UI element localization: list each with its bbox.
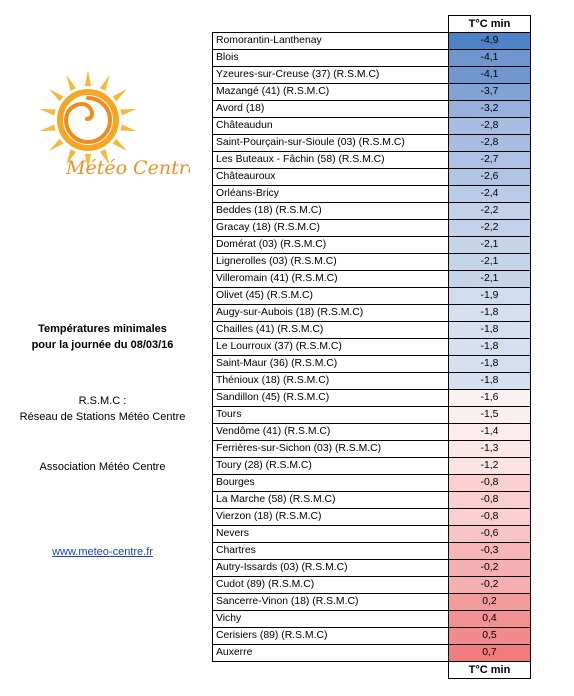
table-row: [213, 339, 531, 356]
meteo-centre-logo: [10, 62, 190, 192]
table-row: [213, 492, 531, 509]
table-footer-row: [213, 662, 531, 679]
table-row: [213, 509, 531, 526]
sun-ray: [113, 89, 128, 101]
station-name: Gracay (18) (R.S.M.C): [213, 220, 449, 237]
station-name: Avord (18): [213, 101, 449, 118]
table-row: [213, 611, 531, 628]
table-row: [213, 220, 531, 237]
report-title: [0, 321, 205, 353]
sun-ray: [85, 70, 91, 86]
station-name: Cudot (89) (R.S.M.C): [213, 577, 449, 594]
table-row: [213, 526, 531, 543]
table-row: [213, 373, 531, 390]
station-name: Toury (28) (R.S.M.C): [213, 458, 449, 475]
table-row: [213, 271, 531, 288]
station-name: Augy-sur-Aubois (18) (R.S.M.C): [213, 305, 449, 322]
min-temperature: -0,8: [449, 475, 531, 492]
station-name: Beddes (18) (R.S.M.C): [213, 203, 449, 220]
station-name: Saint-Maur (36) (R.S.M.C): [213, 356, 449, 373]
min-temperature: -1,8: [449, 339, 531, 356]
min-temperature: -2,2: [449, 203, 531, 220]
station-name: Lignerolles (03) (R.S.M.C): [213, 254, 449, 271]
table-row: [213, 543, 531, 560]
column-footer-tmin: T°C min: [449, 662, 531, 679]
min-temperature: -1,3: [449, 441, 531, 458]
table-row: [213, 169, 531, 186]
sun-ray: [49, 89, 64, 101]
min-temperature: -2,1: [449, 271, 531, 288]
table-row: [213, 322, 531, 339]
min-temperature: -1,8: [449, 356, 531, 373]
station-name: Sandillon (45) (R.S.M.C): [213, 390, 449, 407]
table-row: [213, 50, 531, 67]
table-row: [213, 33, 531, 50]
station-name: Orléans-Bricy: [213, 186, 449, 203]
table-row: [213, 186, 531, 203]
table-row: [213, 628, 531, 645]
station-name: Vendôme (41) (R.S.M.C): [213, 424, 449, 441]
table-row: [213, 135, 531, 152]
svg-text:Météo Centre: Météo Centre: [66, 157, 190, 179]
table-row: [213, 560, 531, 577]
station-name: Vierzon (18) (R.S.M.C): [213, 509, 449, 526]
min-temperature: -0,8: [449, 509, 531, 526]
min-temperature: -1,6: [449, 390, 531, 407]
sun-ray: [49, 139, 64, 151]
temperature-table: [212, 15, 531, 679]
rsmc-description: [0, 393, 205, 425]
min-temperature: -1,2: [449, 458, 531, 475]
title-line-1: Températures minimales: [38, 323, 167, 335]
table-row: [213, 288, 531, 305]
min-temperature: -4,1: [449, 50, 531, 67]
footer-blank-cell: [213, 662, 449, 679]
table-row: [213, 458, 531, 475]
min-temperature: -1,8: [449, 305, 531, 322]
min-temperature: -1,9: [449, 288, 531, 305]
table-row: [213, 390, 531, 407]
station-name: Thénioux (18) (R.S.M.C): [213, 373, 449, 390]
min-temperature: -1,8: [449, 373, 531, 390]
station-name: Yzeures-sur-Creuse (37) (R.S.M.C): [213, 67, 449, 84]
table-row: [213, 645, 531, 662]
min-temperature: 0,5: [449, 628, 531, 645]
table-row: [213, 118, 531, 135]
sun-ray: [100, 75, 110, 91]
min-temperature: 0,4: [449, 611, 531, 628]
table-row: [213, 237, 531, 254]
table-row: [213, 152, 531, 169]
station-name: Autry-Issards (03) (R.S.M.C): [213, 560, 449, 577]
min-temperature: -0,2: [449, 560, 531, 577]
min-temperature: 0,7: [449, 645, 531, 662]
sun-ray: [120, 125, 136, 132]
sun-logo-icon: [10, 62, 190, 192]
min-temperature: -4,1: [449, 67, 531, 84]
station-name: Domérat (03) (R.S.M.C): [213, 237, 449, 254]
min-temperature: 0,2: [449, 594, 531, 611]
rsmc-label: R.S.M.C :: [78, 395, 127, 407]
station-name: Châteaudun: [213, 118, 449, 135]
station-name: Olivet (45) (R.S.M.C): [213, 288, 449, 305]
station-name: Auxerre: [213, 645, 449, 662]
station-name: Villeromain (41) (R.S.M.C): [213, 271, 449, 288]
station-name: Le Lourroux (37) (R.S.M.C): [213, 339, 449, 356]
rsmc-full-name: Réseau de Stations Météo Centre: [19, 411, 186, 423]
table-row: [213, 407, 531, 424]
table-row: [213, 594, 531, 611]
column-header-tmin: T°C min: [449, 16, 531, 33]
min-temperature: -2,1: [449, 254, 531, 271]
table-row: [213, 424, 531, 441]
sun-ray: [113, 139, 128, 151]
min-temperature: -0,2: [449, 577, 531, 594]
sun-ray: [66, 75, 76, 91]
table-row: [213, 356, 531, 373]
min-temperature: -4,9: [449, 33, 531, 50]
station-name: Blois: [213, 50, 449, 67]
station-name: Mazangé (41) (R.S.M.C): [213, 84, 449, 101]
sun-ray: [39, 109, 55, 116]
table-row: [213, 203, 531, 220]
min-temperature: -2,1: [449, 237, 531, 254]
min-temperature: -2,2: [449, 220, 531, 237]
table-row: [213, 441, 531, 458]
min-temperature: -2,8: [449, 135, 531, 152]
sun-ray: [120, 109, 136, 116]
station-name: Châteauroux: [213, 169, 449, 186]
station-name: Saint-Pourçain-sur-Sioule (03) (R.S.M.C): [213, 135, 449, 152]
table-row: [213, 475, 531, 492]
min-temperature: -2,4: [449, 186, 531, 203]
station-name: Tours: [213, 407, 449, 424]
min-temperature: -3,7: [449, 84, 531, 101]
station-name: Les Buteaux - Fâchin (58) (R.S.M.C): [213, 152, 449, 169]
header-blank-cell: [213, 16, 449, 33]
station-name: Cerisiers (89) (R.S.M.C): [213, 628, 449, 645]
min-temperature: -3,2: [449, 101, 531, 118]
min-temperature: -1,5: [449, 407, 531, 424]
website-link[interactable]: www.meteo-centre.fr: [52, 546, 153, 558]
station-name: Romorantin-Lanthenay: [213, 33, 449, 50]
station-name: Nevers: [213, 526, 449, 543]
min-temperature: -0,6: [449, 526, 531, 543]
station-name: La Marche (58) (R.S.M.C): [213, 492, 449, 509]
station-name: Chailles (41) (R.S.M.C): [213, 322, 449, 339]
station-name: Chartres: [213, 543, 449, 560]
min-temperature: -1,8: [449, 322, 531, 339]
association-name: Association Météo Centre: [39, 461, 166, 473]
station-name: Bourges: [213, 475, 449, 492]
table-row: [213, 67, 531, 84]
min-temperature: -0,3: [449, 543, 531, 560]
table-row: [213, 101, 531, 118]
min-temperature: -0,8: [449, 492, 531, 509]
sun-ray: [39, 125, 55, 132]
table-row: [213, 254, 531, 271]
table-header-row: [213, 16, 531, 33]
station-name: Vichy: [213, 611, 449, 628]
table-row: [213, 305, 531, 322]
min-temperature: -2,7: [449, 152, 531, 169]
station-name: Sancerre-Vinon (18) (R.S.M.C): [213, 594, 449, 611]
title-line-2: pour la journée du 08/03/16: [31, 339, 174, 351]
table-row: [213, 577, 531, 594]
table-row: [213, 84, 531, 101]
station-name: Ferrières-sur-Sichon (03) (R.S.M.C): [213, 441, 449, 458]
min-temperature: -2,6: [449, 169, 531, 186]
min-temperature: -1,4: [449, 424, 531, 441]
min-temperature: -2,8: [449, 118, 531, 135]
